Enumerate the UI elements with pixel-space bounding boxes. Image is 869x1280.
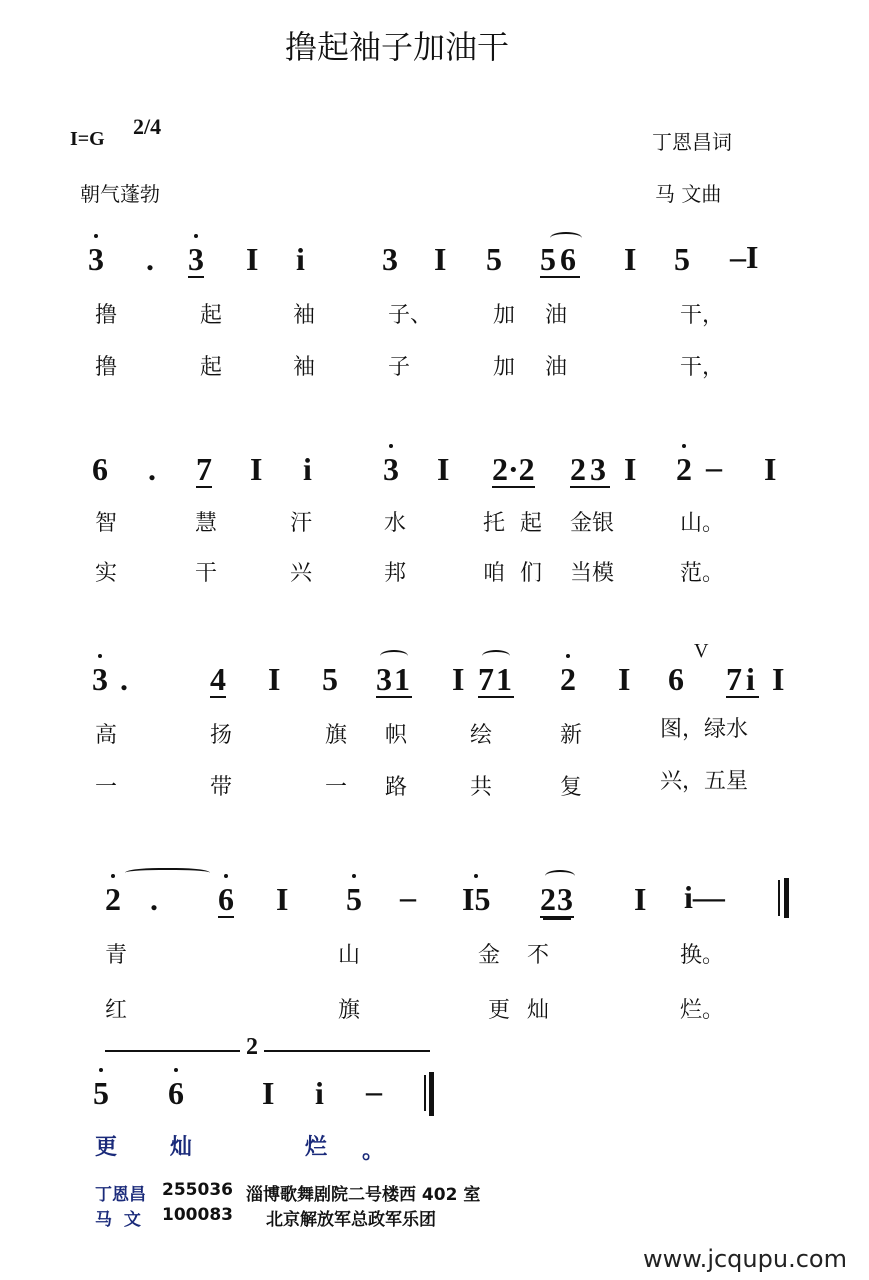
volta-number: 2 — [240, 1034, 264, 1061]
lyric: 兴 — [290, 561, 313, 586]
note-group: 7i — [726, 661, 759, 697]
lyric: 油 — [545, 355, 568, 380]
footer-address: 淄博歌舞剧院二号楼西 402 室 — [246, 1185, 481, 1205]
lyric: 起 — [200, 355, 223, 380]
bar-line: I — [624, 241, 637, 277]
tie — [125, 868, 210, 880]
note: 7 — [196, 451, 212, 487]
lyric: 灿 — [527, 998, 550, 1023]
lyric: 青 — [105, 943, 128, 968]
note: 5 — [674, 241, 690, 277]
bar-line: I — [764, 451, 777, 487]
lyric: 金 — [478, 943, 501, 968]
lyric: 油 — [545, 303, 568, 328]
note-group: 23 — [570, 451, 610, 487]
note-dot: . — [150, 881, 158, 917]
volta-bracket — [105, 1050, 430, 1062]
note: 3 — [92, 661, 108, 697]
lyric: 扬 — [210, 723, 233, 748]
final-bar-thick — [429, 1072, 434, 1116]
lyricist: 丁恩昌词 — [652, 130, 732, 154]
note: i — [303, 451, 312, 487]
footer-name: 马 文 — [95, 1210, 141, 1230]
bar-line: I — [250, 451, 263, 487]
bar-line: I — [268, 661, 281, 697]
note-group: 23 — [540, 881, 574, 917]
footer-name: 丁恩昌 — [95, 1185, 146, 1205]
lyric: 红 — [105, 998, 128, 1023]
lyric: 干 — [195, 561, 218, 586]
lyric: 路 — [385, 775, 408, 800]
lyric: 范。 — [680, 561, 725, 586]
footer-address: 北京解放军总政军乐团 — [266, 1210, 436, 1230]
lyric: 加 — [493, 303, 516, 328]
note: 2 — [676, 451, 692, 487]
lyric: 不 — [527, 943, 550, 968]
note: 5 — [346, 881, 362, 917]
note: i — [296, 241, 305, 277]
note: i— — [684, 879, 725, 915]
footer-postcode: 255036 — [162, 1180, 233, 1200]
lyric: 金银 — [570, 511, 615, 536]
dash: – — [400, 879, 416, 915]
repeat-bar-thick — [784, 878, 789, 918]
time-signature: 2/4 — [133, 114, 162, 139]
song-title: 撸起袖子加油干 — [285, 28, 510, 66]
note-dot: . — [148, 451, 156, 487]
note: 2 — [105, 881, 121, 917]
note: 3 — [188, 241, 204, 277]
lyric: 加 — [493, 355, 516, 380]
lyric: 撸 — [95, 355, 118, 380]
lyric: 咱 — [483, 561, 506, 586]
final-bar-thin — [424, 1075, 426, 1111]
note: 2 — [560, 661, 576, 697]
lyric: 兴，五星 — [660, 769, 749, 794]
note: 5 — [93, 1075, 109, 1111]
lyric: 子、 — [388, 303, 433, 328]
lyric: 干， — [680, 355, 725, 380]
note-group: 71 — [478, 661, 514, 697]
note: 6 — [668, 661, 684, 697]
footer-postcode: 100083 — [162, 1205, 233, 1225]
lyric: 们 — [520, 561, 543, 586]
lyric: 更 — [95, 1135, 118, 1160]
note: 6 — [92, 451, 108, 487]
watermark: www.jcqupu.com — [643, 1245, 847, 1273]
bar-line: I — [276, 881, 289, 917]
lyric: 一 — [325, 775, 348, 800]
bar-line: I — [434, 241, 447, 277]
lyric: 新 — [560, 723, 583, 748]
lyric: 烂 — [305, 1135, 328, 1160]
tempo-marking: 朝气蓬勃 — [80, 182, 160, 206]
bar-line: I — [262, 1075, 275, 1111]
bar-line: I — [437, 451, 450, 487]
lyric: 换。 — [680, 943, 725, 968]
lyric: 邦 — [384, 561, 407, 586]
bar-line: I — [624, 451, 637, 487]
bar-line: I — [452, 661, 465, 697]
note: 3 — [383, 451, 399, 487]
note-dot: . — [120, 661, 128, 697]
lyric: 。 — [362, 1139, 385, 1164]
lyric: 袖 — [293, 355, 316, 380]
note: 3 — [88, 241, 104, 277]
lyric: 带 — [210, 775, 233, 800]
lyric: 起 — [200, 303, 223, 328]
dash: – — [366, 1073, 382, 1109]
note: 5 — [322, 661, 338, 697]
lyric: 实 — [95, 561, 118, 586]
lyric: 汗 — [290, 511, 313, 536]
composer: 马 文曲 — [655, 182, 722, 206]
lyric: 更 — [488, 998, 511, 1023]
lyric: 山 — [338, 943, 361, 968]
lyric: 山。 — [680, 511, 725, 536]
note-group: 2·2 — [492, 451, 535, 487]
note: 3 — [382, 241, 398, 277]
bar-line: I — [634, 881, 647, 917]
lyric: 智 — [95, 511, 118, 536]
bar-line: I — [246, 241, 259, 277]
lyric: 高 — [95, 723, 118, 748]
note: 4 — [210, 661, 226, 697]
bar-line: I — [772, 661, 785, 697]
lyric: 烂。 — [680, 998, 725, 1023]
lyric: 子 — [388, 355, 411, 380]
note: 5 — [486, 241, 502, 277]
note-group: 31 — [376, 661, 412, 697]
lyric: 托 — [483, 511, 506, 536]
lyric: 袖 — [293, 303, 316, 328]
lyric: 绘 — [470, 723, 493, 748]
bar-line: I — [618, 661, 631, 697]
key-signature: I=G — [70, 128, 105, 150]
lyric: 复 — [560, 775, 583, 800]
lyric: 图，绿水 — [660, 717, 749, 742]
lyric: 旗 — [338, 998, 361, 1023]
lyric: 起 — [520, 511, 543, 536]
note: 6 — [168, 1075, 184, 1111]
dash: – — [706, 449, 722, 485]
dash-bar: –I — [730, 239, 759, 275]
lyric: 慧 — [195, 511, 218, 536]
lyric: 一 — [95, 775, 118, 800]
lyric: 灿 — [170, 1135, 193, 1160]
note-group: 56 — [540, 241, 580, 277]
lyric: 干， — [680, 303, 725, 328]
lyric: 帜 — [385, 723, 408, 748]
note: I5 — [462, 881, 491, 917]
repeat-bar-thin — [778, 880, 780, 916]
breath-mark: V — [694, 640, 709, 662]
lyric: 共 — [470, 775, 493, 800]
lyric: 水 — [384, 511, 407, 536]
note: 6 — [218, 881, 234, 917]
lyric: 当模 — [570, 561, 615, 586]
note-dot: . — [146, 241, 154, 277]
note: i — [315, 1075, 324, 1111]
lyric: 撸 — [95, 303, 118, 328]
lyric: 旗 — [325, 723, 348, 748]
